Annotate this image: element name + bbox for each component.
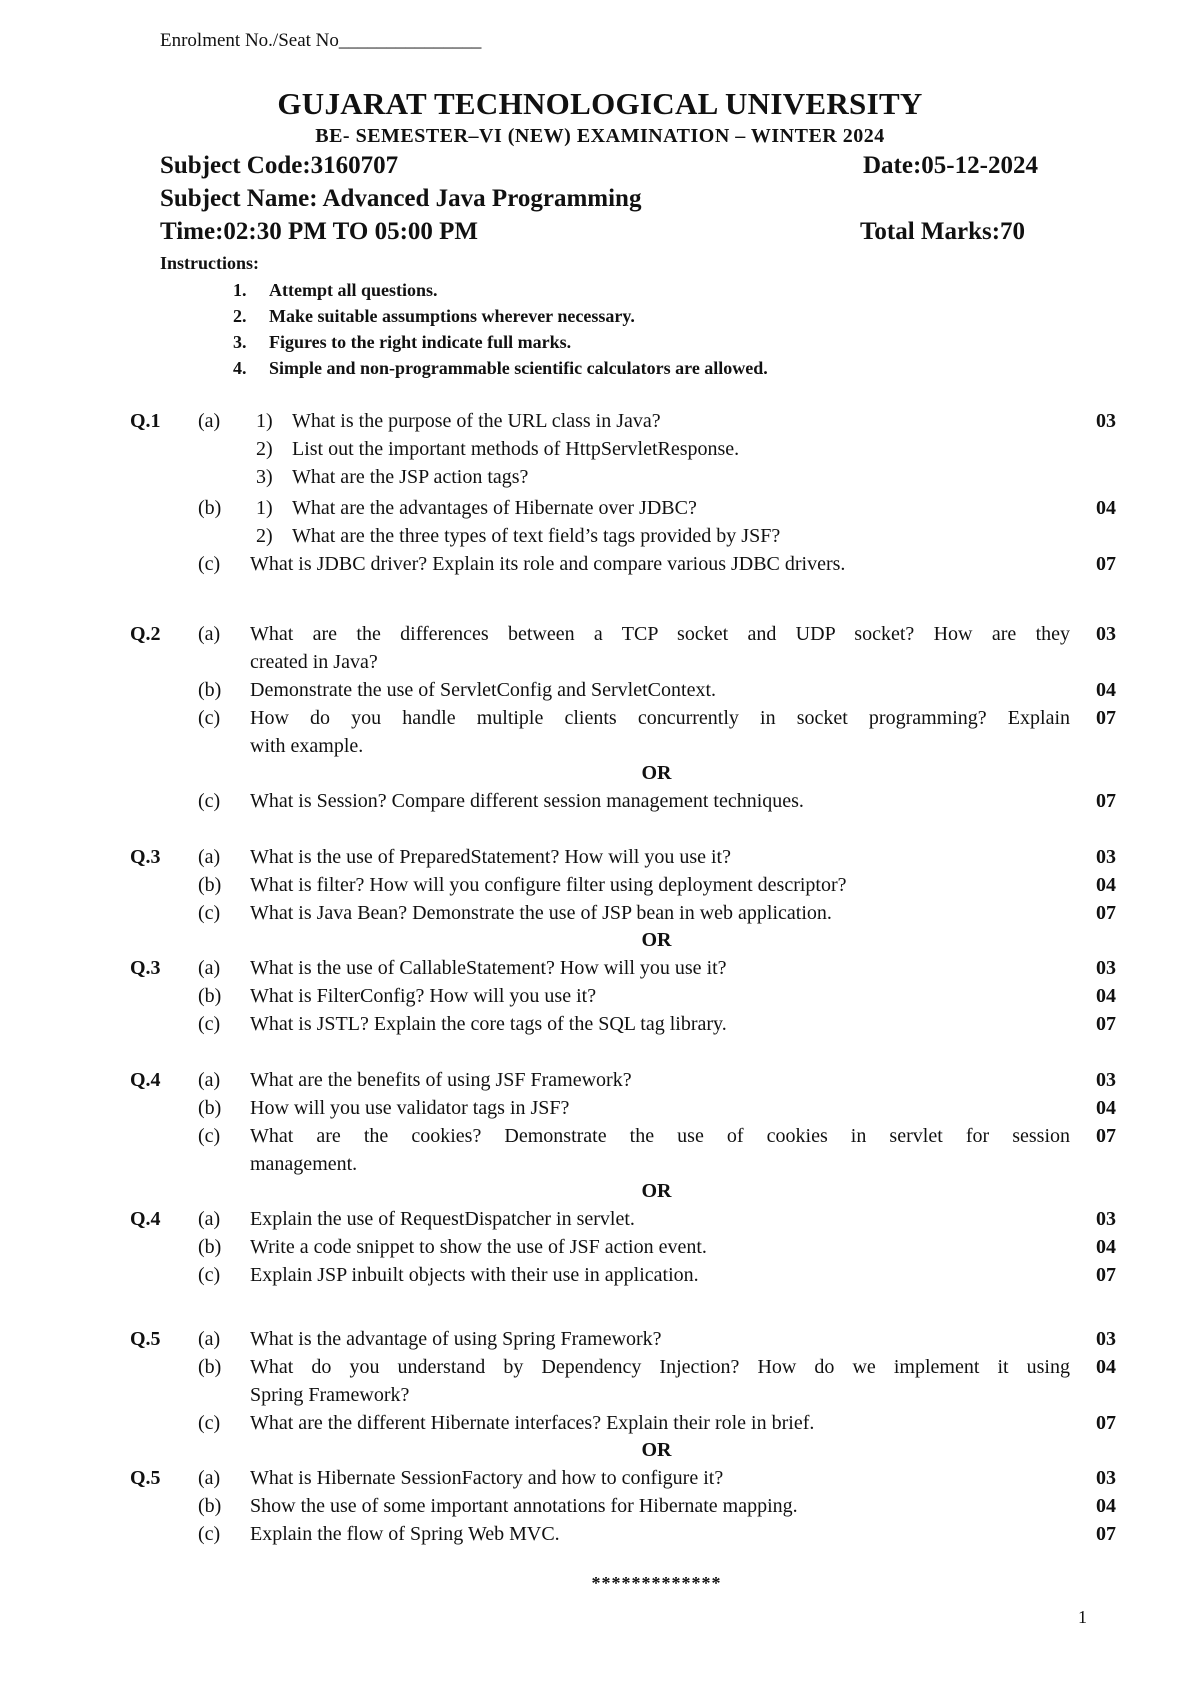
question-text: What are the benefits of using JSF Framework? [250,1069,632,1091]
part-label: (b) [198,1236,222,1258]
part-label: (c) [198,1264,221,1286]
question-text: How do you handle multiple clients concurrently in socket programming? Explain [250,707,1070,729]
page-number: 1 [1078,1607,1087,1627]
question-text: What are the differences between a TCP socket and UDP socket? How are they [250,623,1070,645]
question-text: What is the use of PreparedStatement? How will you use it? [250,846,731,868]
question-text: What are the advantages of Hibernate over JDBC? [292,497,697,519]
marks: 04 [1096,1356,1116,1378]
question-text-continued: management. [250,1153,358,1175]
enrolment-seat-field: Enrolment No./Seat No_______________ [160,30,482,51]
marks: 07 [1096,553,1116,575]
part-label: (c) [198,1523,221,1545]
part-label: (c) [198,1125,221,1147]
question-text: What is FilterConfig? How will you use it? [250,985,597,1007]
subject-name: Subject Name: Advanced Java Programming [160,185,642,212]
part-label: (a) [198,1069,221,1091]
part-label: (b) [198,985,222,1007]
part-label: (c) [198,707,221,729]
question-text: What are the cookies? Demonstrate the use of cookies in servlet for session [250,1125,1070,1147]
part-label: (a) [198,1467,221,1489]
part-label: (c) [198,1013,221,1035]
instruction-item: 1. Attempt all questions. [233,280,438,300]
instruction-item: 3. Figures to the right indicate full marks. [233,332,572,352]
question-text: What is the use of CallableStatement? How will you use it? [250,957,727,979]
or-separator: OR [641,929,672,951]
or-separator: OR [641,1439,672,1461]
subject-code: Subject Code:3160707 [160,152,399,179]
question-number: Q.1 [130,410,161,432]
subquestion-number: 2) [256,525,273,547]
question-number: Q.4 [130,1069,161,1091]
part-label: (a) [198,410,221,432]
subquestion-number: 3) [256,466,273,488]
part-label: (a) [198,1208,221,1230]
part-label: (b) [198,1356,222,1378]
subquestion-number: 2) [256,438,273,460]
marks: 04 [1096,1097,1116,1119]
marks: 07 [1096,1264,1116,1286]
exam-time: Time:02:30 PM TO 05:00 PM [160,218,479,245]
question-text: Explain JSP inbuilt objects with their use in application. [250,1264,699,1286]
question-number: Q.5 [130,1328,161,1350]
marks: 04 [1096,497,1116,519]
marks: 04 [1096,1236,1116,1258]
question-text: What is Session? Compare different session management techniques. [250,790,804,812]
question-text: List out the important methods of HttpServletResponse. [292,438,740,460]
or-separator: OR [641,762,672,784]
part-label: (a) [198,957,221,979]
subquestion-number: 1) [256,410,273,432]
question-text: What are the JSP action tags? [292,466,529,488]
question-text: What is JSTL? Explain the core tags of the SQL tag library. [250,1013,727,1035]
question-text: How will you use validator tags in JSF? [250,1097,570,1119]
question-number: Q.4 [130,1208,161,1230]
part-label: (c) [198,553,221,575]
question-text: Explain the use of RequestDispatcher in servlet. [250,1208,635,1230]
marks: 07 [1096,1013,1116,1035]
marks: 07 [1096,1523,1116,1545]
question-text: Explain the flow of Spring Web MVC. [250,1523,560,1545]
part-label: (b) [198,497,222,519]
marks: 03 [1096,1467,1116,1489]
part-label: (c) [198,902,221,924]
university-title: GUJARAT TECHNOLOGICAL UNIVERSITY [277,86,923,121]
marks: 03 [1096,1069,1116,1091]
part-label: (b) [198,874,222,896]
question-number: Q.5 [130,1467,161,1489]
instruction-item: 2. Make suitable assumptions wherever necessary. [233,306,635,326]
marks: 03 [1096,623,1116,645]
marks: 07 [1096,902,1116,924]
marks: 04 [1096,985,1116,1007]
marks: 07 [1096,1412,1116,1434]
question-text: What is Hibernate SessionFactory and how to configure it? [250,1467,724,1489]
part-label: (a) [198,846,221,868]
question-text: What are the different Hibernate interfaces? Explain their role in brief. [250,1412,815,1434]
marks: 03 [1096,410,1116,432]
marks: 04 [1096,679,1116,701]
or-separator: OR [641,1180,672,1202]
question-text: Show the use of some important annotations for Hibernate mapping. [250,1495,798,1517]
part-label: (c) [198,1412,221,1434]
question-text: What is filter? How will you configure filter using deployment descriptor? [250,874,847,896]
question-text-continued: with example. [250,735,364,757]
part-label: (a) [198,623,221,645]
question-text-continued: created in Java? [250,651,378,673]
question-text: What is the purpose of the URL class in Java? [292,410,661,432]
question-text: Write a code snippet to show the use of JSF action event. [250,1236,707,1258]
marks: 03 [1096,846,1116,868]
question-text: What is the advantage of using Spring Framework? [250,1328,662,1350]
exam-date: Date:05-12-2024 [863,152,1038,179]
marks: 07 [1096,790,1116,812]
part-label: (b) [198,1495,222,1517]
question-text-continued: Spring Framework? [250,1384,410,1406]
part-label: (b) [198,679,222,701]
marks: 07 [1096,707,1116,729]
marks: 03 [1096,957,1116,979]
part-label: (c) [198,790,221,812]
part-label: (b) [198,1097,222,1119]
question-text: What do you understand by Dependency Injection? How do we implement it using [250,1356,1070,1378]
question-text: What are the three types of text field’s tags provided by JSF? [292,525,781,547]
question-number: Q.2 [130,623,161,645]
subquestion-number: 1) [256,497,273,519]
marks: 04 [1096,1495,1116,1517]
marks: 07 [1096,1125,1116,1147]
question-number: Q.3 [130,957,161,979]
marks: 03 [1096,1328,1116,1350]
part-label: (a) [198,1328,221,1350]
end-of-paper-stars: ************* [591,1573,722,1593]
question-text: What is Java Bean? Demonstrate the use of JSP bean in web application. [250,902,832,924]
question-number: Q.3 [130,846,161,868]
total-marks: Total Marks:70 [860,218,1026,245]
marks: 04 [1096,874,1116,896]
instructions-title: Instructions: [160,253,260,273]
marks: 03 [1096,1208,1116,1230]
question-text: Demonstrate the use of ServletConfig and ServletContext. [250,679,717,701]
exam-title: BE- SEMESTER–VI (NEW) EXAMINATION – WINTER 2024 [315,125,885,147]
question-text: What is JDBC driver? Explain its role and compare various JDBC drivers. [250,553,846,575]
instruction-item: 4. Simple and non-programmable scientific calculators are allowed. [233,358,768,378]
